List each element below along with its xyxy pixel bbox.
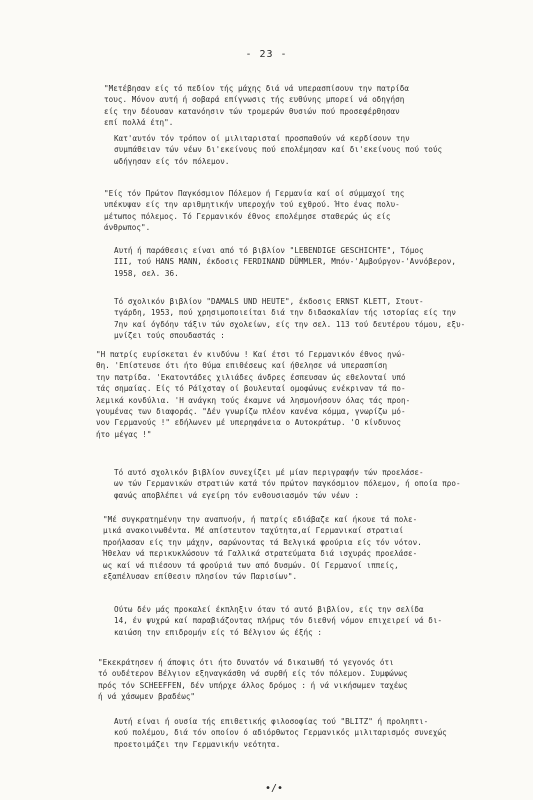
text-line: εξαπέλυσαν επίθεσιν πλησίον τών Παρισίων". (103, 572, 298, 582)
text-line: Αυτή είναι ή ουσία τής επιθετικής φιλοσοφίας τού "BLITZ" ή προληπτι- (114, 717, 429, 726)
text-line: γουμένας των διαφοράς. "Δέν γνωρίζω πλέον κανένα κόμμα, γνωρίζω μό- (96, 407, 406, 417)
text-line: Τό αυτό σχολικόν βιβλίον συνεχίζει μέ μίαν περιγραφήν τών προελάσε- (114, 468, 424, 477)
text-line: νον Γερμανούς !" εδήλωνεν μέ υπερηφάνεια ο Αυτοκράτωρ. 'Ο κίνδυνος (96, 418, 402, 428)
text-line: επί πολλά έτη". (104, 118, 174, 128)
body-paragraph-4 (114, 245, 456, 279)
body-paragraph-9 (114, 604, 442, 638)
text-line: τό ουδέτερον Βέλγιον εξηναγκάσθη νά συρθή είς τόν πόλεμον. Συμφώνως (98, 669, 408, 679)
body-paragraph-7 (114, 467, 461, 501)
text-line: λεμικά κονδύλια. 'Η ανάγκη τούς έκαμνε νά λησμονήσουν όλας τάς προη- (96, 395, 411, 405)
text-line: τους. Μόνον αυτή ή σοβαρά επίγνωσις τής ευθύνης μπορεί νά οδηγήση (104, 95, 405, 105)
body-paragraph-5 (114, 296, 465, 342)
text-line: Ήθελαν νά περικυκλώσουν τά Γαλλικά στρατεύματα διά ισχυράς προελάσε- (103, 549, 418, 559)
text-line: "Εκεκράτησεν ή άποψις ότι ήτο δυνατόν νά δικαιωθή τό γεγονός ότι (98, 658, 394, 667)
body-paragraph-2 (114, 133, 442, 167)
text-line: μέτωπος πόλεμος. Τό Γερμανικόν έθνος επολέμησε σταθερώς ώς είς (104, 211, 391, 221)
text-line: Τό σχολικόν βιβλίον "DAMALS UND HEUTE", έκδοσις ERNST KLETT, Στουτ- (114, 297, 424, 306)
text-line: 7ην καί όγδόην τάξιν τών σχολείων, είς την σελ. 113 τού δευτέρου τόμου, εξυ- (114, 319, 466, 329)
quote-paragraph-8 (103, 514, 422, 582)
quote-paragraph-3 (104, 188, 404, 234)
text-line: Κατ'αυτόν τόν τρόπον οί μιλιταρισταί προσπαθούν νά κερδίσουν την (114, 134, 410, 143)
page-number: - 23 - (245, 49, 288, 60)
text-line: "Η πατρίς ευρίσκεται έν κινδύνω ! Καί έτσι τό Γερμανικόν έθνος ηνώ- (96, 350, 406, 359)
text-line: προήλασαν είς την μάχην, σαρώνοντας τά Βελγικά φρούρια είς τόν νότον. (103, 537, 422, 547)
text-line: "Μέ συγκρατημένην την αναπνοήν, ή πατρίς εδιάβαζε καί ήκουε τά πολε- (103, 515, 418, 524)
quote-paragraph-10 (98, 657, 408, 703)
text-line: Αυτή ή παράθεσις είναι από τό βιβλίον "LEBENDIGE GESCHICHTE", Τόμος (114, 246, 424, 255)
text-line: ή νά χάσωμεν βραδέως" (98, 692, 196, 702)
text-line: υπέκυψαν είς την αριθμητικήν υπεροχήν τού εχθρού. Ήτο ένας πολυ- (104, 200, 400, 210)
text-line: "Μετέβησαν είς τό πεδίον τής μάχης διά νά υπερασπίσουν την πατρίδα (104, 84, 410, 93)
quote-paragraph-6 (96, 349, 410, 440)
text-line: κού πολέμου, διά τόν οποίον ό αδιόρθωτος Γερμανικός μιλιταρισμός συνεχώς (114, 728, 447, 738)
body-paragraph-11 (114, 716, 447, 750)
text-line: θη. 'Επίστευσε ότι ήτο θύμα επιθέσεως καί ήθελησε νά υπερασπίση (96, 361, 388, 371)
text-line: ωδήγησαν είς τόν πόλεμον. (114, 156, 230, 166)
text-line: είς την δέουσαν κατανόησιν τών τρομερών θυσιών πού προσεφέρθησαν (104, 106, 400, 116)
text-line: τάς σημαίας. Είς τό Ράϊχσταγ οί βουλευταί ομοφώνως ενέκριναν τά πο- (96, 384, 406, 394)
end-mark: •/• (265, 783, 284, 794)
text-line: τγάρδη, 1953, πού χρησιμοποιείται διά την διδασκαλίαν τής ιστορίας είς την (114, 308, 457, 318)
text-line: ήτο μέγας !" (96, 429, 152, 439)
text-line: μνίζει τούς σπουδαστάς : (114, 331, 225, 341)
text-line: 1958, σελ. 36. (114, 268, 179, 278)
text-line: φανώς αποβλέπει νά εγείρη τόν ενθουσιασμόν τών νέων : (114, 490, 359, 500)
text-line: άνθρωπος". (104, 223, 151, 233)
text-line: "Είς τόν Πρώτον Παγκόσμιον Πόλεμον ή Γερμανία καί οί σύμμαχοί της (104, 189, 405, 198)
text-line: Ούτω δέν μάς προκαλεί έκπληξιν όταν τό αυτό βιβλίον, είς την σελίδα (114, 605, 424, 614)
text-line: συμπάθειαν τών νέων δι'εκείνους πού επολέμησαν καί δι'εκείνους πού τούς (114, 145, 443, 155)
text-line: 14, έν ψυχρώ καί παραβιάζοντας πλήρως τόν διεθνή νόμον επιχειρεί νά δι- (114, 616, 443, 626)
text-line: μικά ανακοινωθέντα. Μέ απίστευτον ταχύτητα,αί Γερμανικαί στρατιαί (103, 526, 404, 536)
quote-paragraph-1 (104, 83, 409, 129)
text-line: την πατρίδα. 'Εκατοντάδες χιλιάδες άνδρες έσπευσαν ώς εθελονταί υπό (96, 372, 406, 382)
text-line: ων τών Γερμανικών στρατιών κατά τόν πρώτον παγκόσμιον πόλεμον, ή οποία προ- (114, 479, 461, 489)
text-line: καιώση την επιδρομήν είς τό Βέλγιον ώς έξής : (114, 627, 322, 637)
text-line: III, τού HANS MANN, έκδοσις FERDINAND DÜMMLER, Μπόν-'Αμβούργον-'Αννόβερον, (114, 257, 457, 267)
text-line: προετοιμάζει την Γερμανικήν νεότητα. (114, 739, 281, 749)
text-line: πρός τόν SCHEEFFEN, δέν υπήρχε άλλος δρόμος : ή νά νικήσωμεν ταχέως (98, 680, 408, 690)
text-line: ως καί νά πιέσουν τά φρούριά των από δυσμών. Οί Γερμανοί ιππείς, (103, 560, 399, 570)
